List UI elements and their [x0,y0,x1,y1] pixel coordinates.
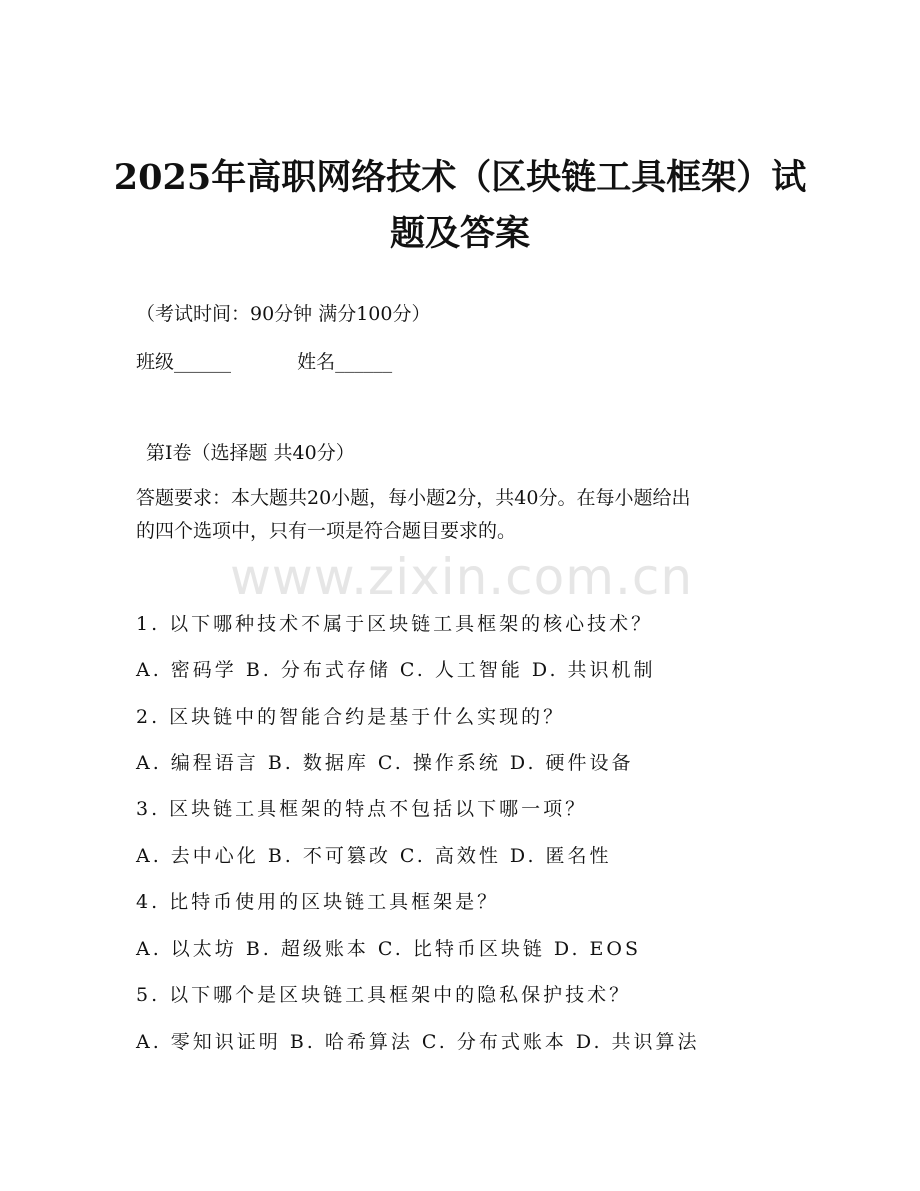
document-title [60,150,860,262]
instructions-line-1: 答题要求：本大题共20小题，每小题2分，共40分。在每小题给出 [136,487,691,509]
question-options-5: A. 零知识证明 B. 哈希算法 C. 分布式账本 D. 共识算法 [136,1031,700,1053]
watermark: www.zixin.com.cn [230,548,694,606]
title-line-2: 题及答案 [389,213,530,254]
question-options-4: A. 以太坊 B. 超级账本 C. 比特币区块链 D. EOS [136,938,641,960]
exam-info: （考试时间：90分钟 满分100分） [136,303,431,325]
question-stem-4: 4. 比特币使用的区块链工具框架是？ [136,891,500,913]
class-field: 班级______ [136,351,232,373]
instructions [136,482,786,548]
question-stem-2: 2. 区块链中的智能合约是基于什么实现的？ [136,706,566,728]
question-options-3: A. 去中心化 B. 不可篡改 C. 高效性 D. 匿名性 [136,845,612,867]
question-options-2: A. 编程语言 B. 数据库 C. 操作系统 D. 硬件设备 [136,752,634,774]
question-stem-5: 5. 以下哪个是区块链工具框架中的隐私保护技术？ [136,984,632,1006]
section-heading: 第Ⅰ卷（选择题 共40分） [146,442,355,464]
question-stem-3: 3. 区块链工具框架的特点不包括以下哪一项？ [136,798,588,820]
instructions-line-2: 的四个选项中，只有一项是符合题目要求的。 [136,520,517,542]
question-options-1: A. 密码学 B. 分布式存储 C. 人工智能 D. 共识机制 [136,659,656,681]
title-line-1: 2025年高职网络技术（区块链工具框架）试 [113,157,807,198]
student-info-row [136,348,392,376]
question-stem-1: 1. 以下哪种技术不属于区块链工具框架的核心技术？ [136,613,654,635]
name-field: 姓名______ [297,351,393,373]
